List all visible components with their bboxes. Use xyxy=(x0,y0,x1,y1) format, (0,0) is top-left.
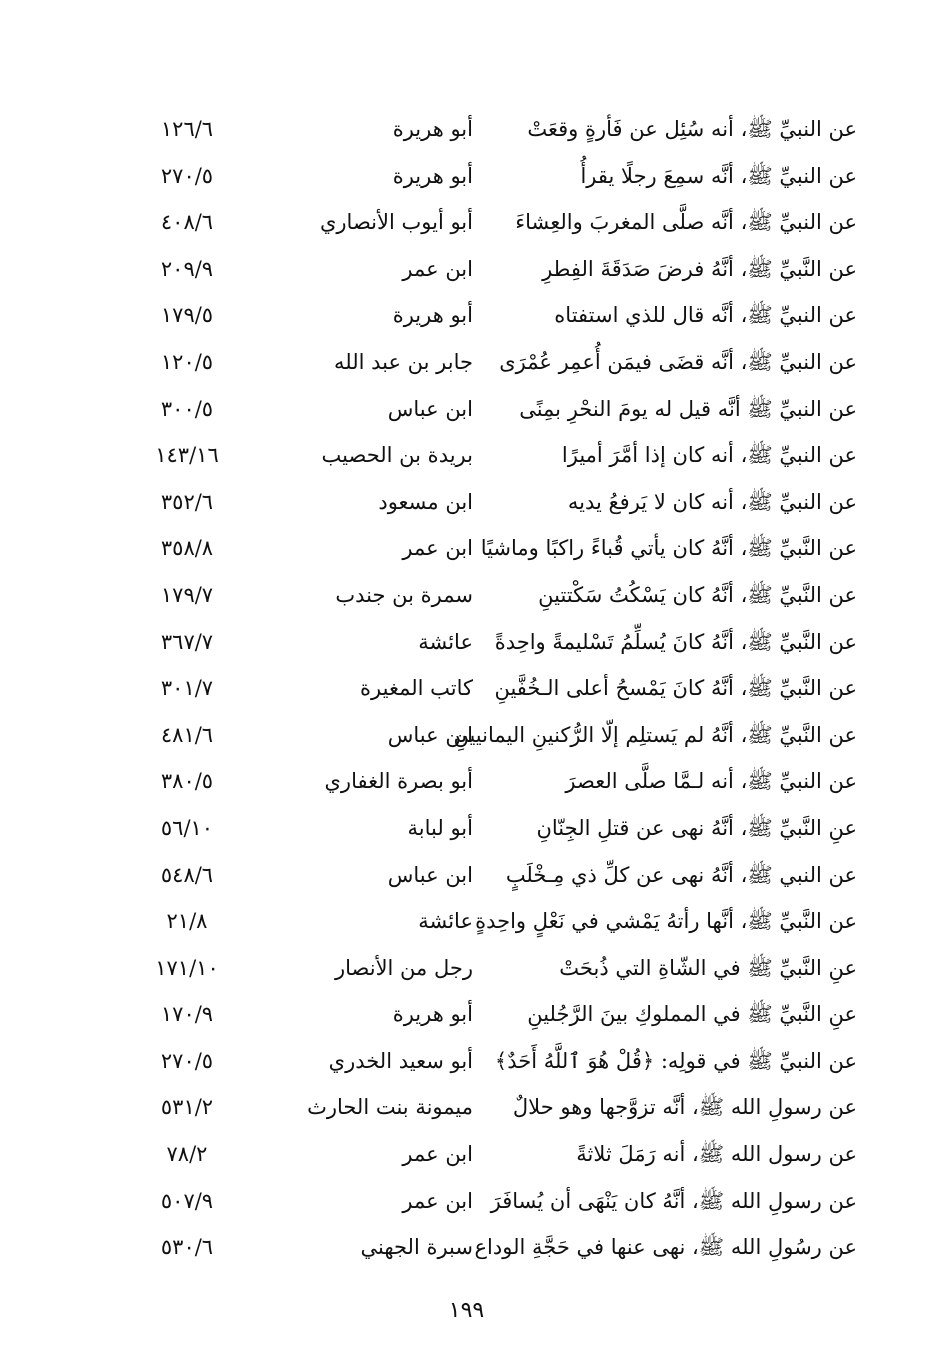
hadith-text: عن النَّبيِّ ﷺ، أنَّهُ كان يأتي قُباءً راكبًا وماشيًا xyxy=(480,536,857,561)
hadith-text: عنِ النَّبيِّ ﷺ في الشّاةِ التي ذُبحَتْ xyxy=(559,955,857,980)
hadith-text: عن النبيِّ ﷺ، أنَّه قال للذي استفتاه xyxy=(554,303,857,328)
narrator-name: ابن عمر xyxy=(402,1188,473,1213)
narrator-name: أبو هريرة xyxy=(392,303,473,328)
volume-page-ref: ٥٣١/٢ xyxy=(160,1095,214,1120)
index-row xyxy=(0,619,933,666)
hadith-text: عن النَّبيِّ ﷺ، أنَّهُ كانَ يَمْسحُ أعلى الـخُفَّينِ xyxy=(494,676,857,701)
volume-page-ref: ٤٠٨/٦ xyxy=(160,210,214,235)
volume-page-ref: ٥٠٧/٩ xyxy=(160,1188,214,1213)
narrator-name: ابن عمر xyxy=(402,536,473,561)
index-row xyxy=(0,246,933,293)
narrator-name: بريدة بن الحصيب xyxy=(321,443,473,468)
hadith-text: عن النبي ﷺ، أنَّهُ نهى عن كلِّ ذي مِـخْلَبٍ xyxy=(505,862,857,887)
volume-page-ref: ٣٦٧/٧ xyxy=(160,629,214,654)
volume-page-ref: ٣٠١/٧ xyxy=(160,676,214,701)
hadith-text: عنِ النَّبيِّ ﷺ في المملوكِ بينَ الرَّجُلينِ xyxy=(527,1002,857,1027)
narrator-name: ابن عمر xyxy=(402,256,473,281)
hadith-text: عن النبيِّ ﷺ، أنَّه قضَى فيمَن أُعمِر عُمْرَى xyxy=(499,349,857,374)
index-row xyxy=(0,339,933,386)
volume-page-ref: ٣٨٠/٥ xyxy=(160,769,214,794)
narrator-name: أبو سعيد الخدري xyxy=(328,1048,473,1073)
narrator-name: سمرة بن جندب xyxy=(335,582,473,607)
hadith-text: عن النبيِّ ﷺ، أنه كان إذا أمَّرَ أميرًا xyxy=(561,443,857,468)
index-row xyxy=(0,1178,933,1225)
hadith-text: عن النَّبيِّ ﷺ، أنَّهُ لم يَستلِم إلّا الرُّكنينِ اليمانيينِ xyxy=(453,722,857,747)
index-row xyxy=(0,153,933,200)
volume-page-ref: ١٧٩/٥ xyxy=(160,303,214,328)
index-row xyxy=(0,432,933,479)
index-row xyxy=(0,852,933,899)
narrator-name: عائشة xyxy=(418,629,473,654)
volume-page-ref: ١٧٠/٩ xyxy=(160,1002,214,1027)
index-row xyxy=(0,572,933,619)
narrator-name: ميمونة بنت الحارث xyxy=(307,1095,473,1120)
index-row xyxy=(0,758,933,805)
hadith-text: عن النبيِّ ﷺ، أنه لـمَّا صلَّى العصرَ xyxy=(565,769,857,794)
volume-page-ref: ١٢٠/٥ xyxy=(160,349,214,374)
narrator-name: جابر بن عبد الله xyxy=(333,349,473,374)
index-row xyxy=(0,945,933,992)
narrator-name: ابن عمر xyxy=(402,1142,473,1167)
hadith-text: عن رسُولِ الله ﷺ، نهى عنها في حَجَّةِ الوداع xyxy=(474,1235,857,1260)
narrator-name: كاتب المغيرة xyxy=(360,676,473,701)
volume-page-ref: ٣٥٨/٨ xyxy=(160,536,214,561)
volume-page-ref: ٥٦/١٠ xyxy=(160,815,214,840)
index-row xyxy=(0,292,933,339)
hadith-text: عنِ النَّبيِّ ﷺ، أنَّهُ نهى عن قتلِ الجِنّانِ xyxy=(536,815,857,840)
hadith-index-list xyxy=(0,106,933,1271)
volume-page-ref: ٢٧٠/٥ xyxy=(160,1048,214,1073)
index-row xyxy=(0,898,933,945)
index-row xyxy=(0,1131,933,1178)
narrator-name: أبو لبابة xyxy=(407,815,473,840)
hadith-text: عن النبيِّ ﷺ أنَّه قيل له يومَ النحْرِ بمِنًى xyxy=(519,396,857,421)
narrator-name: أبو أيوب الأنصاري xyxy=(319,210,473,235)
hadith-text: عن النبيِّ ﷺ في قولِه: ﴿قُلْ هُوَ ٱللَّهُ أَحَدٌ﴾ xyxy=(494,1048,857,1073)
hadith-text: عن رسولِ الله ﷺ، أنَّه تزوَّجها وهو حلالٌ xyxy=(512,1095,857,1120)
hadith-text: عن النبيِّ ﷺ، أنَّه سمِعَ رجلًا يقرأُ xyxy=(580,163,857,188)
hadith-text: عن النبيِّ ﷺ، أنه سُئِل عن فَأرةٍ وقعَتْ xyxy=(527,117,857,141)
narrator-name: سبرة الجهني xyxy=(360,1235,473,1260)
index-row xyxy=(0,106,933,153)
index-row xyxy=(0,1224,933,1271)
hadith-text: عن النَّبيِّ ﷺ، أنَّهُ كان يَسْكُتُ سَكْتتينِ xyxy=(538,582,857,607)
volume-page-ref: ٣٥٢/٦ xyxy=(160,489,214,514)
volume-page-ref: ١٤٣/١٦ xyxy=(155,443,219,468)
volume-page-ref: ٥٣٠/٦ xyxy=(160,1235,214,1260)
index-row xyxy=(0,1084,933,1131)
narrator-name: أبو هريرة xyxy=(392,1002,473,1027)
page-number: ١٩٩ xyxy=(448,1298,485,1323)
index-row xyxy=(0,1038,933,1085)
volume-page-ref: ٥٤٨/٦ xyxy=(160,862,214,887)
hadith-text: عن النبيِّ ﷺ، أنه كان لا يَرفعُ يديه xyxy=(567,489,857,514)
narrator-name: أبو هريرة xyxy=(392,163,473,188)
narrator-name: أبو هريرة xyxy=(392,117,473,141)
volume-page-ref: ١٧١/١٠ xyxy=(155,955,219,980)
hadith-text: عن النبيِّ ﷺ، أنَّه صلَّى المغربَ والعِشاءَ xyxy=(515,210,857,235)
narrator-name: رجل من الأنصار xyxy=(334,955,473,980)
volume-page-ref: ٧٨/٢ xyxy=(166,1142,208,1167)
narrator-name: عائشة xyxy=(418,909,473,934)
hadith-text: عن النَّبيِّ ﷺ، أنَّهُ كانَ يُسلِّمُ تَسْليمةً واحِدةً xyxy=(494,629,857,654)
narrator-name: أبو بصرة الغفاري xyxy=(324,769,473,794)
index-row xyxy=(0,665,933,712)
narrator-name: ابن عباس xyxy=(387,396,473,421)
volume-page-ref: ٣٠٠/٥ xyxy=(160,396,214,421)
volume-page-ref: ٢٧٠/٥ xyxy=(160,163,214,188)
volume-page-ref: ٤٨١/٦ xyxy=(160,722,214,747)
index-row xyxy=(0,991,933,1038)
hadith-text: عن النَّبيِّ ﷺ، أنَّهُ فرضَ صَدَقَةَ الفِطرِ xyxy=(542,256,857,281)
hadith-text: عن النَّبيِّ ﷺ، أنَّها رأتهُ يَمْشي في نَعْلٍ واحِدةٍ xyxy=(475,909,857,934)
volume-page-ref: ٢٠٩/٩ xyxy=(160,256,214,281)
index-row xyxy=(0,525,933,572)
hadith-text: عن رسول الله ﷺ، أنه رَمَلَ ثلاثةً xyxy=(576,1142,857,1167)
index-row xyxy=(0,386,933,433)
index-row xyxy=(0,479,933,526)
volume-page-ref: ١٢٦/٦ xyxy=(160,117,214,141)
hadith-text: عن رسولِ الله ﷺ، أنَّهُ كان يَنْهَى أن يُسافَرَ xyxy=(490,1188,857,1213)
narrator-name: ابن عباس xyxy=(387,862,473,887)
index-row xyxy=(0,199,933,246)
index-row xyxy=(0,805,933,852)
narrator-name: ابن عباس xyxy=(387,722,473,747)
volume-page-ref: ٢١/٨ xyxy=(166,909,208,934)
index-row xyxy=(0,712,933,759)
volume-page-ref: ١٧٩/٧ xyxy=(160,582,214,607)
narrator-name: ابن مسعود xyxy=(378,489,473,514)
